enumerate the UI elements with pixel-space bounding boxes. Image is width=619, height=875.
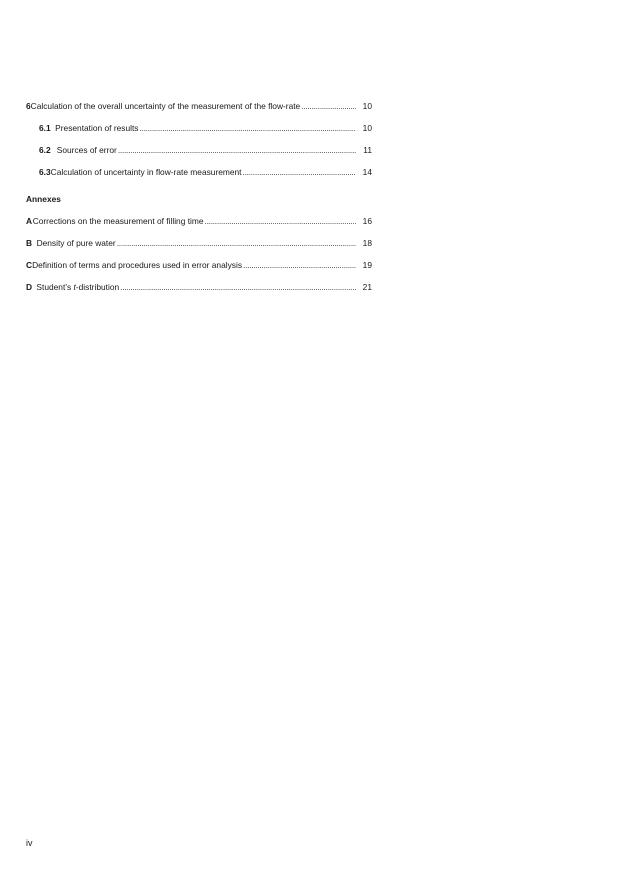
toc-entry-6-2[interactable] [26, 144, 372, 156]
toc-annex-d[interactable] [26, 281, 372, 293]
toc-entry-title: Presentation of results [55, 123, 139, 133]
dot-leader [117, 237, 356, 249]
toc-entry-number: B [26, 238, 33, 248]
toc-entry-title: Corrections on the measurement of filling time [32, 216, 204, 226]
toc-annex-b[interactable] [26, 237, 372, 249]
dot-leader [205, 215, 356, 227]
dot-leader [243, 166, 356, 178]
toc-entry-title [36, 281, 119, 293]
toc-entry-number: D [26, 282, 33, 292]
toc-entry-page: 11 [363, 145, 372, 155]
annexes-heading: Annexes [26, 194, 61, 204]
title-suffix: -distribution [75, 282, 120, 292]
page-number: iv [26, 838, 33, 848]
toc-entry-title: Calculation of the overall uncertainty of the measurement of the flow-rate [30, 101, 301, 111]
toc-entry-6[interactable] [26, 100, 372, 112]
toc-entry-page: 14 [362, 167, 372, 177]
toc-entry-page: 16 [362, 216, 372, 226]
dot-leader [118, 144, 356, 156]
toc-entry-page: 10 [362, 123, 372, 133]
toc-entry-page: 10 [362, 101, 372, 111]
toc-entry-number: 6 [26, 101, 31, 111]
toc-entry-title: Definition of terms and procedures used in error analysis [32, 260, 243, 270]
toc-entry-page: 21 [362, 282, 372, 292]
toc-entry-page: 18 [362, 238, 372, 248]
toc-entry-title: Density of pure water [36, 238, 116, 248]
dot-leader [120, 281, 356, 293]
toc-entry-6-1[interactable] [26, 122, 372, 134]
title-italic-t: t [73, 282, 76, 292]
toc-entry-number: 6.3 [39, 167, 51, 177]
toc-entry-number: 6.1 [39, 123, 51, 133]
toc-entry-number: C [26, 260, 33, 270]
dot-leader [243, 259, 356, 271]
dot-leader [140, 122, 357, 134]
toc-entry-title: Sources of error [56, 145, 117, 155]
toc-annex-c[interactable] [26, 259, 372, 271]
toc-annex-a[interactable] [26, 215, 372, 227]
title-prefix: Student’s [36, 282, 74, 292]
toc-entry-6-3[interactable] [26, 166, 372, 178]
dot-leader [301, 100, 356, 112]
toc-entry-number: 6.2 [39, 145, 51, 155]
toc-entry-title: Calculation of uncertainty in flow-rate measurement [50, 167, 242, 177]
toc-entry-number: A [26, 216, 33, 226]
toc-entry-page: 19 [362, 260, 372, 270]
